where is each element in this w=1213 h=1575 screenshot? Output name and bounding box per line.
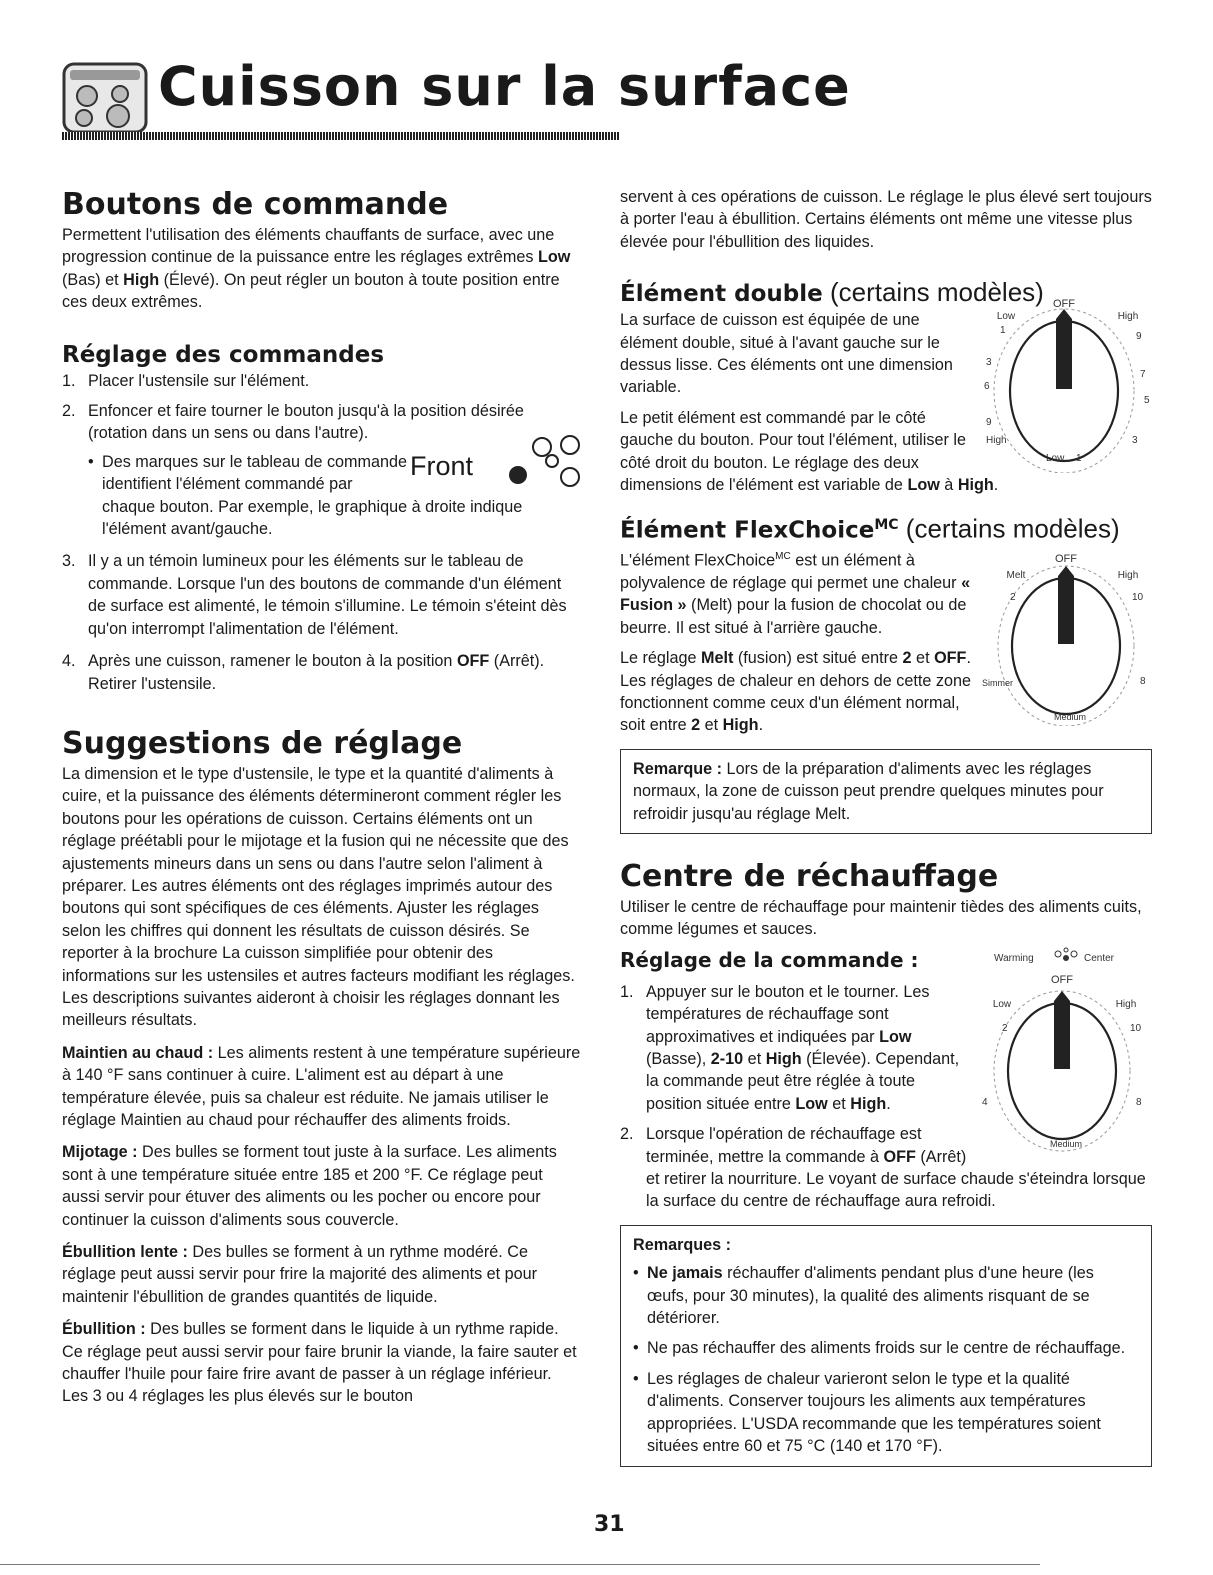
list-item: 4. Après une cuisson, ramener le bouton à la position OFF (Arrêt). Retirer l'ustensile. (62, 652, 545, 693)
svg-text:4: 4 (982, 1096, 988, 1108)
section-heading-controls: Boutons de commande (62, 187, 449, 222)
dual-element-dial-icon (980, 297, 1152, 473)
svg-text:10: 10 (1132, 592, 1144, 604)
svg-text:Melt: Melt (1006, 570, 1026, 582)
page-number: 31 (594, 1512, 625, 1537)
svg-text:High: High (986, 435, 1007, 447)
list-item: • Les réglages de chaleur varieront selon le type et la qualité d'aliments. Conserver toujours les aliments aux températures appropriées. L'USDA recommande que les températures soient situées entre 60 et 75 °C (140 et 170 °F). (633, 1368, 1139, 1458)
left-column (62, 186, 582, 1408)
section-heading-suggestions: Suggestions de réglage (62, 725, 463, 761)
continued-paragraph: servent à ces opérations de cuisson. Le réglage le plus élevé sert toujours à porter l'eau à ébullition. Certains éléments ont même une vitesse plus élevée pour l'ébullition des liquides. (620, 188, 1152, 251)
controls-paragraph: Permettent l'utilisation des éléments chauffants de surface, avec une progression continue de la puissance entre les réglages extrêmes Low (Bas) et High (Élevé). On peut régler un bouton à toute position entre ces deux extrêmes. (62, 226, 571, 312)
setting-steps (62, 370, 582, 695)
list-item: 3. Il y a un témoin lumineux pour les éléments sur le tableau de commande. Lorsque l'un des boutons de commande d'un élément de surface est alimenté, le témoin s'illumine. Le témoin s'éteint dès qu'on interrompt l'alimentation de l'élément. (62, 552, 567, 638)
svg-text:High: High (1117, 570, 1139, 582)
warming-steps (620, 981, 1152, 1213)
warm-paragraph: Maintien au chaud : Les aliments restent à une température supérieure à 140 °F sans continuer à cuire. L'aliment est au départ à une température élevée, puis sa chaleur est réduite. Ne jamais utiliser le réglage Maintien au chaud pour réchauffer des aliments froids. (62, 1043, 581, 1129)
svg-text:Simmer: Simmer (982, 678, 1013, 689)
dual-section (620, 298, 1152, 496)
list-item: • Ne pas réchauffer des aliments froids sur le centre de réchauffage. (633, 1337, 1139, 1359)
warming-paragraph: Utiliser le centre de réchauffage pour maintenir tièdes des aliments cuits, comme légumes et sauces. (620, 897, 1142, 939)
svg-text:6: 6 (984, 381, 990, 393)
svg-text:High: High (1115, 998, 1137, 1010)
svg-text:10: 10 (1130, 1022, 1142, 1034)
front-label: Front (410, 450, 474, 481)
svg-text:Low: Low (996, 311, 1016, 323)
svg-text:Center: Center (1084, 952, 1115, 964)
svg-text:2: 2 (1010, 592, 1016, 604)
flex-paragraph-2: Le réglage Melt (fusion) est situé entre 2 et OFF. Les réglages de chaleur en dehors de cette zone fonctionnent comme ceux d'un élément normal, soit entre 2 et High. (620, 649, 971, 735)
section-heading-flexchoice: Élément FlexChoice$^{MC}$ (certains modèles) (620, 514, 1120, 545)
svg-text:Medium: Medium (1053, 712, 1087, 723)
page-title: Cuisson sur la surface (158, 55, 851, 118)
warming-section (620, 945, 1152, 1213)
suggestions-paragraph: La dimension et le type d'ustensile, le type et la quantité d'aliments à cuire, et la puissance des éléments détermineront comment régler les boutons pour les opérations de cuisson. Certains éléments ont un réglage préétabli pour le mijotage et la fusion qui ne nécessite que des ajustements mineurs dans un sens ou dans l'autre selon l'aliment à préparer. Les autres éléments ont des réglages imprimés autour des boutons qui sont spécifiques de ces éléments. Ajuster les réglages selon les chiffres qui donnent les résultats de cuisson désirés. Se reporter à la brochure La cuisson simplifiée pour obtenir des informations sur les ustensiles et autres facteurs modifiant les réglages. Les descriptions suivantes aideront à choisir les réglages donnant les meilleurs résultats. (62, 764, 575, 1030)
dual-dial-figure (980, 297, 1152, 473)
svg-text:1: 1 (1000, 325, 1006, 337)
warming-subheading: Réglage de la commande : (620, 947, 919, 972)
boil-paragraph: Ébullition : Des bulles se forment dans le liquide à un rythme rapide. Ce réglage peut aussi servir pour faire brunir la viande, la faire sauter et chauffer l'huile pour faire frire avant de passer à un réglage inférieur. Les 3 ou 4 réglages les plus élevés sur le bouton (62, 1320, 577, 1406)
right-column (620, 186, 1152, 1467)
list-item: • Ne jamais réchauffer d'aliments pendant plus d'une heure (les œufs, pour 30 minutes), la qualité des aliments risquant de se détériorer. (633, 1262, 1139, 1329)
flex-dial-figure (980, 550, 1152, 726)
slow-boil-paragraph: Ébullition lente : Des bulles se forment à un rythme modéré. Ce réglage peut aussi servir pour frire la majorité des aliments et pour maintenir l'ébullition de grandes quantités de liquide. (62, 1243, 538, 1306)
svg-text:9: 9 (1136, 331, 1142, 343)
svg-text:Low: Low (992, 998, 1012, 1010)
flex-section (620, 546, 1152, 737)
svg-text:OFF: OFF (1055, 553, 1077, 566)
dual-paragraph-1: La surface de cuisson est équipée de une élément double, situé à l'avant gauche sur le dessus lisse. Ces éléments ont une dimension variable. (620, 311, 953, 397)
svg-text:9: 9 (986, 417, 992, 429)
bullet-with-graphic: • Front Des marques sur le tableau de commande identifient l'élément commandé par chaque bouton. Par exemple, le graphique à droite indique l'élément avant/gauche. (88, 451, 582, 541)
cooktop-icon (62, 62, 148, 134)
svg-text:8: 8 (1140, 676, 1146, 688)
list-item: 1. Placer l'ustensile sur l'élément. (62, 371, 310, 390)
svg-text:3: 3 (1132, 435, 1138, 447)
dual-paragraph-2: Le petit élément est commandé par le côté gauche du bouton. Pour tout l'élément, utiliser le côté droit du bouton. Le réglage des deux dimensions de l'élément est variable de Low à High. (620, 408, 999, 495)
svg-text:2: 2 (1002, 1022, 1008, 1034)
header-rule (62, 132, 620, 140)
svg-text:7: 7 (1140, 369, 1146, 381)
notes-box (620, 1225, 1152, 1467)
burner-layout-icon (490, 431, 582, 491)
list-item: 1. Appuyer sur le bouton et le tourner. Les températures de réchauffage sont approximatives et indiquées par Low (Basse), 2-10 et High (Élevée). Cependant, la commande peut être réglée à toute position située entre Low et High. (620, 982, 960, 1113)
svg-text:Low: Low (1046, 453, 1065, 465)
footer-rule (0, 1564, 1040, 1565)
front-graphic (410, 431, 582, 489)
section-heading-dual: Élément double (certains modèles) (620, 277, 1044, 308)
flex-paragraph-1: L'élément FlexChoice$^{MC}$ est un élément à polyvalence de réglage qui permet une chaleur « Fusion » (Melt) pour la fusion de chocolat ou de beurre. Il est situé à l'arrière gauche. (620, 551, 971, 637)
svg-text:OFF: OFF (1053, 298, 1075, 311)
svg-text:8: 8 (1136, 1096, 1142, 1108)
svg-text:OFF: OFF (1051, 973, 1073, 986)
list-item: 2. Lorsque l'opération de réchauffage est terminée, mettre la commande à OFF (Arrêt) et retirer la nourriture. Le voyant de surface chaude s'éteindra lorsque la surface du centre de réchauffage aura refroidi. (620, 1125, 1146, 1211)
svg-text:1: 1 (1076, 453, 1082, 465)
note-box: Remarque : Lors de la préparation d'aliments avec les réglages normaux, la zone de cuisson peut prendre quelques minutes pour refroidir jusqu'au réglage Melt. (620, 749, 1152, 834)
svg-text:5: 5 (1144, 395, 1150, 407)
svg-text:High: High (1117, 311, 1139, 323)
simmer-paragraph: Mijotage : Des bulles se forment tout juste à la surface. Les aliments sont à une température située entre 185 et 200 °F. Ce réglage peut aussi servir pour étuver des aliments ou les pocher ou encore pour continuer la cuisson d'aliments sous couvercle. (62, 1143, 557, 1229)
section-heading-warming: Centre de réchauffage (620, 858, 999, 894)
notes-list (633, 1262, 1139, 1457)
svg-text:Medium: Medium (1049, 1138, 1083, 1149)
list-item: 2. Enfoncer et faire tourner le bouton jusqu'à la position désirée (rotation dans un sens ou dans l'autre). • Front Des marques sur le tableau de commande identifient l'élément commandé par chaque bouton. Par exemple, le graphique à droite indique l'élément avant/gauche. (62, 400, 582, 540)
svg-text:3: 3 (986, 357, 992, 369)
notes-heading: Remarques : (633, 1235, 732, 1254)
section-heading-setting: Réglage des commandes (62, 341, 385, 368)
flexchoice-dial-icon (980, 550, 1152, 726)
svg-text:Warming: Warming (994, 952, 1034, 964)
